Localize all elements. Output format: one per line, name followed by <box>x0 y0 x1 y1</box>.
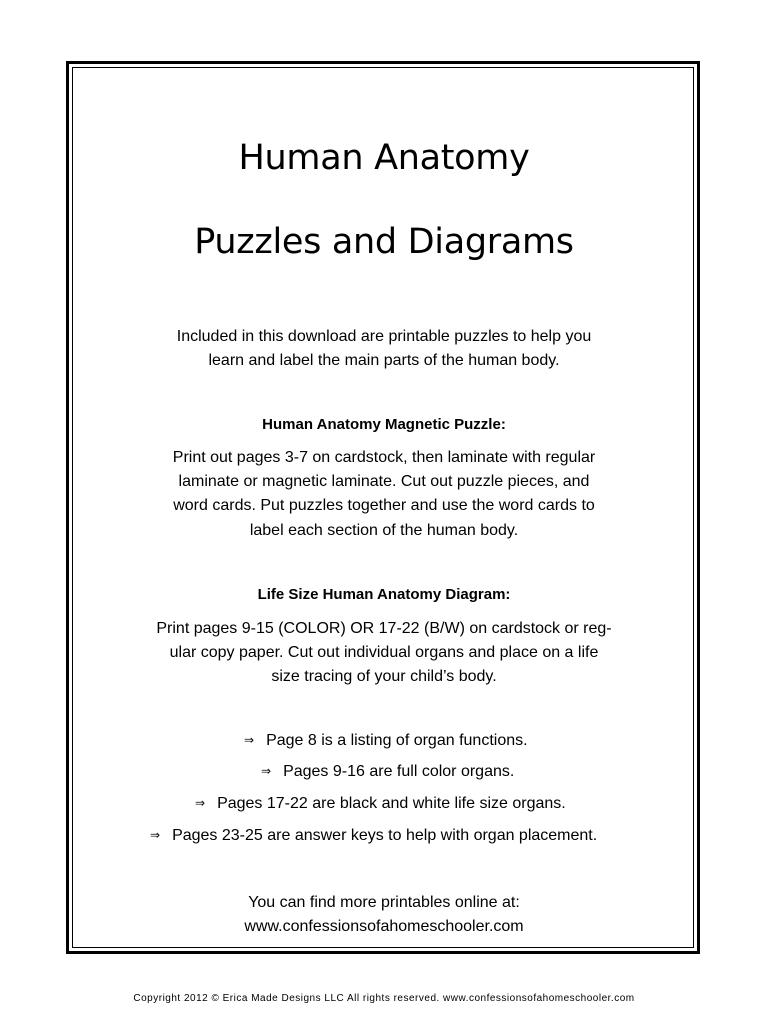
section1-line-3: word cards. Put puzzles together and use the word cards to <box>173 497 595 514</box>
more-printables-text: You can find more printables online at: <box>248 894 520 911</box>
section2-line-3: size tracing of your child’s body. <box>271 668 497 685</box>
intro-line-2: learn and label the main parts of the human body. <box>208 352 560 369</box>
list-item <box>244 732 528 750</box>
list-item-text: Pages 17-22 are black and white life size organs. <box>217 795 566 812</box>
arrow-right-icon: ⇒ <box>150 828 161 842</box>
section1-line-2: laminate or magnetic laminate. Cut out puzzle pieces, and <box>178 473 590 490</box>
list-item-text: Page 8 is a listing of organ functions. <box>266 732 528 749</box>
section-heading-life-size-diagram: Life Size Human Anatomy Diagram: <box>257 586 511 603</box>
section2-line-2: ular copy paper. Cut out individual organs and place on a life <box>169 644 599 661</box>
list-item-text: Pages 9-16 are full color organs. <box>283 763 515 780</box>
arrow-right-icon: ⇒ <box>244 733 255 747</box>
intro-line-1: Included in this download are printable puzzles to help you <box>176 328 592 345</box>
list-item <box>195 795 566 813</box>
copyright-footer: Copyright 2012 © Erica Made Designs LLC All rights reserved. www.confessionsofahomeschooler.com <box>133 993 635 1004</box>
arrow-right-icon: ⇒ <box>195 796 206 810</box>
title-line-1: Human Anatomy <box>238 138 530 178</box>
arrow-right-icon: ⇒ <box>261 764 272 778</box>
section1-line-4: label each section of the human body. <box>249 522 519 539</box>
section1-line-1: Print out pages 3-7 on cardstock, then laminate with regular <box>172 449 596 466</box>
section-heading-magnetic-puzzle: Human Anatomy Magnetic Puzzle: <box>262 416 506 433</box>
title-line-2: Puzzles and Diagrams <box>194 222 574 262</box>
list-item <box>150 827 597 845</box>
list-item <box>261 763 514 781</box>
list-item-text: Pages 23-25 are answer keys to help with organ placement. <box>172 827 598 844</box>
website-link[interactable]: www.confessionsofahomeschooler.com <box>244 918 524 935</box>
section2-line-1: Print pages 9-15 (COLOR) OR 17-22 (B/W) on cardstock or reg- <box>156 620 612 637</box>
